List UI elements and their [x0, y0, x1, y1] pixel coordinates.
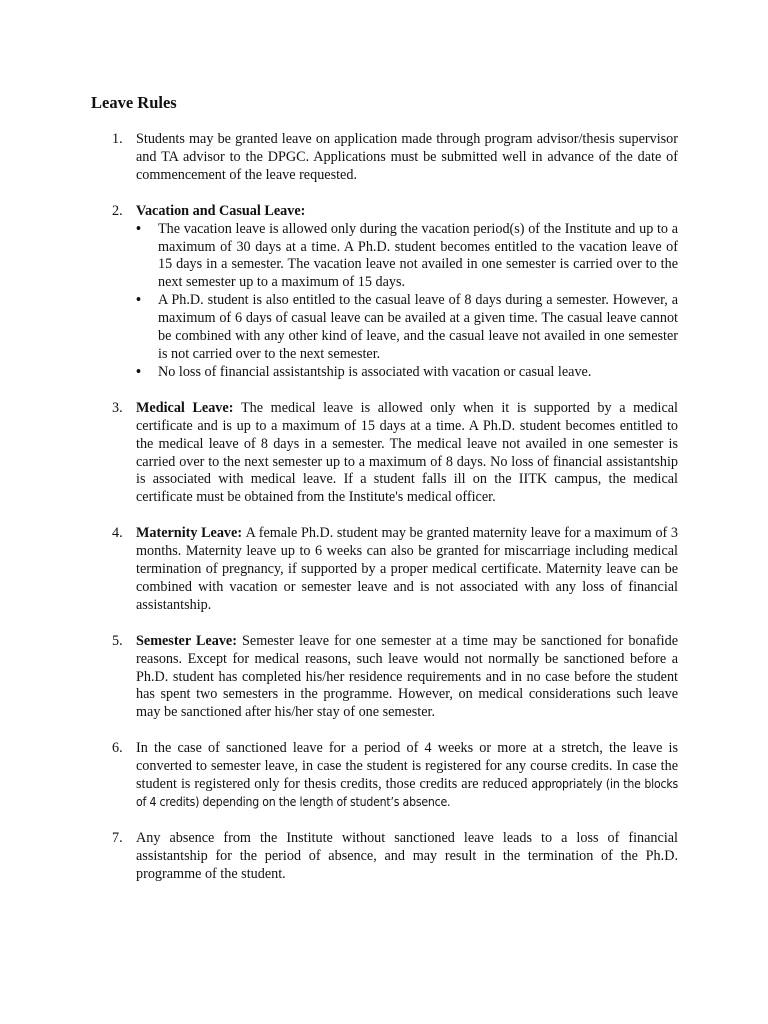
- bullet-item: [136, 221, 678, 293]
- rules-list: [0, 131, 768, 902]
- rule-heading: Semester Leave:: [136, 632, 243, 649]
- rule-heading: Medical Leave:: [136, 399, 242, 416]
- rule-text: The medical leave is allowed only when it is supported by a medical certificate and is up to a maximum of 15 days at a time. A Ph.D. student becomes entitled to the medical leave of 8 days in a semester. The medical leave not availed in one semester is carried over to the next semester up to a maximum of 8 days. No loss of financial assistantship is associated with medical leave. If a student falls ill on the IITK campus, the medical certificate must be obtained from the Institute's medical officer.: [136, 399, 679, 506]
- rule-number: 6.: [112, 740, 123, 757]
- rule-item-1: [0, 131, 768, 185]
- bullet-text: A Ph.D. student is also entitled to the casual leave of 8 days during a semester. However, a maximum of 6 days of casual leave can be availed at a given time. The casual leave cannot be combined with any other kind of leave, and the casual leave not availed in one semester is not carried over to the next semester.: [158, 292, 678, 362]
- rule-text: Students may be granted leave on application made through program advisor/thesis supervisor and TA advisor to the DPGC. Applications must be submitted well in advance of the date of commencement of the leave requested.: [136, 131, 678, 183]
- rule-heading: Maternity Leave:: [136, 525, 246, 542]
- document-title: Leave Rules: [91, 93, 177, 112]
- rule-item-7: [0, 830, 768, 884]
- rule-item-2: [0, 203, 768, 382]
- rule-text: In the case of sanctioned leave for a period of 4 weeks or more at a stretch, the leave is converted to semester leave, in case the student is registered for any course credits. In case the student is registered only for thesis credits, those credits are reduced: [136, 740, 678, 793]
- bullet-item: [136, 292, 678, 364]
- rule-item-3: [0, 400, 768, 507]
- rule-item-4: [0, 525, 768, 615]
- rule-text: A female Ph.D. student may be granted maternity leave for a maximum of 3 months. Maternity leave up to 6 weeks can also be granted for miscarriage including medical termination of pregnancy, if supported by a proper medical certificate. Maternity leave can be combined with vacation or semester leave and is not associated with any loss of financial assistantship.: [136, 525, 678, 613]
- rule-number: 3.: [112, 399, 123, 416]
- bullet-text: No loss of financial assistantship is associated with vacation or casual leave.: [158, 363, 592, 380]
- bullet-item: [136, 364, 678, 382]
- rule-heading: Vacation and Casual Leave:: [136, 202, 306, 219]
- rule-item-6: [0, 740, 768, 812]
- rule-note-text: appropriately (in the blocks of 4 credits) depending on the length of student’s absence.: [136, 777, 678, 809]
- bullet-icon: •: [136, 363, 141, 380]
- rule-number: 4.: [112, 525, 123, 542]
- rule-number: 7.: [112, 829, 123, 846]
- bullet-text: The vacation leave is allowed only during the vacation period(s) of the Institute and up to a maximum of 30 days at a time. A Ph.D. student becomes entitled to the vacation leave of 15 days in a semester. The vacation leave not availed in one semester is carried over to the next semester up to a maximum of 15 days.: [158, 220, 678, 291]
- bullet-icon: •: [136, 292, 141, 309]
- rule-number: 5.: [112, 632, 123, 649]
- rule-item-5: [0, 633, 768, 723]
- rule-text: Any absence from the Institute without sanctioned leave leads to a loss of financial assistantship for the period of absence, and may result in the termination of the Ph.D. programme of the student.: [136, 829, 678, 882]
- rule-text: Semester leave for one semester at a time may be sanctioned for bonafide reasons. Except for medical reasons, such leave would not normally be sanctioned before a Ph.D. student has completed his/her residence requirements and in no case before the student has spent two semesters in the programme. However, on medical considerations such leave may be sanctioned after his/her stay of one semester.: [136, 632, 679, 721]
- vacation-casual-bullet-list: [136, 221, 678, 382]
- rule-number: 1.: [112, 131, 123, 147]
- bullet-icon: •: [136, 220, 141, 237]
- rule-number: 2.: [112, 202, 123, 219]
